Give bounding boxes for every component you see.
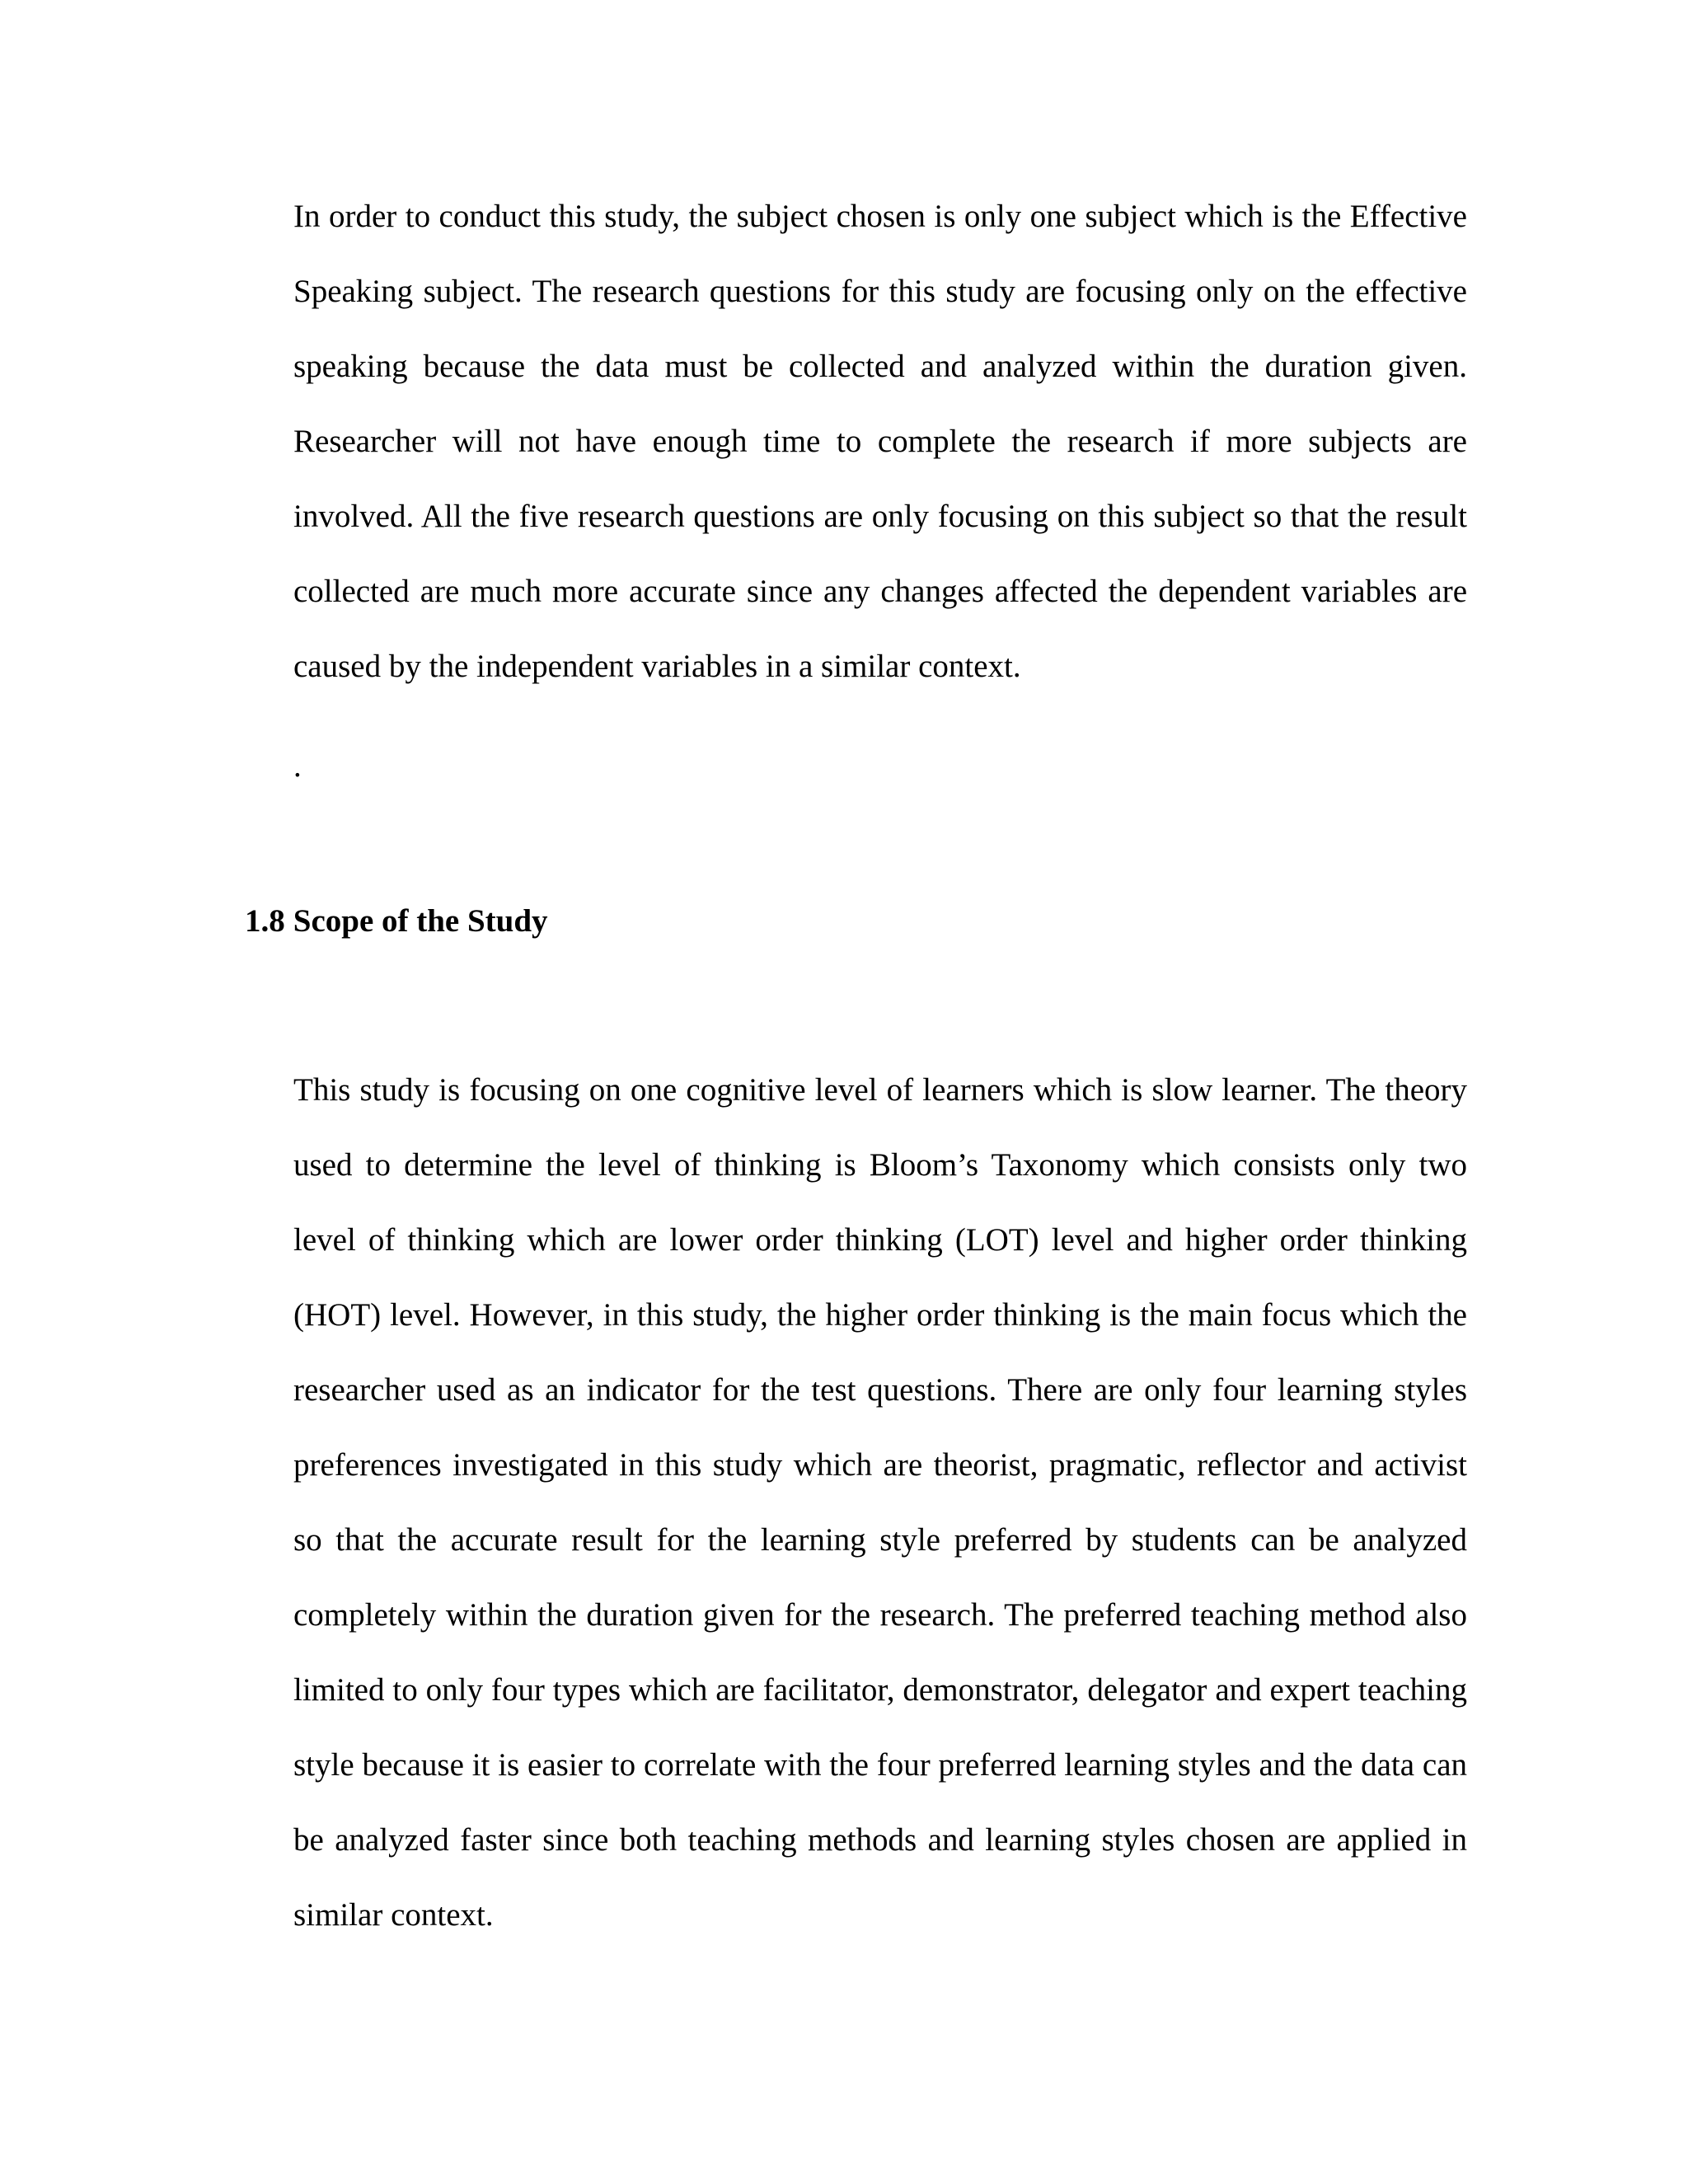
section-heading	[245, 897, 548, 946]
body-paragraph-2: This study is focusing on one cognitive level of learners which is slow learner. The theory used to determine the level of thinking is Bloom’s Taxonomy which consists only two level of thinking which are lower order thinking (LOT) level and higher order thinking (HOT) level. However, in this study, the higher order thinking is the main focus which the researcher used as an indicator for the test questions. There are only four learning styles preferences investigated in this study which are theorist, pragmatic, reflector and activist so that the accurate result for the learning style preferred by students can be analyzed completely within the duration given for the research. The preferred teaching method also limited to only four types which are facilitator, demonstrator, delegator and expert teaching style because it is easier to correlate with the four preferred learning styles and the data can be analyzed faster since both teaching methods and learning styles chosen are applied in similar context.	[293, 1072, 1467, 1933]
section-title: Scope of the Study	[293, 903, 548, 939]
body-paragraph-1: In order to conduct this study, the subject chosen is only one subject which is the Effective Speaking subject. The research questions for this study are focusing only on the effective speaking because the data must be collected and analyzed within the duration given. Researcher will not have enough time to complete the research if more subjects are involved. All the five research questions are only focusing on this subject so that the result collected are much more accurate since any changes affected the dependent variables are caused by the independent variables in a similar context.	[293, 199, 1467, 684]
section-number: 1.8	[245, 903, 285, 939]
stray-period: .	[293, 748, 302, 784]
